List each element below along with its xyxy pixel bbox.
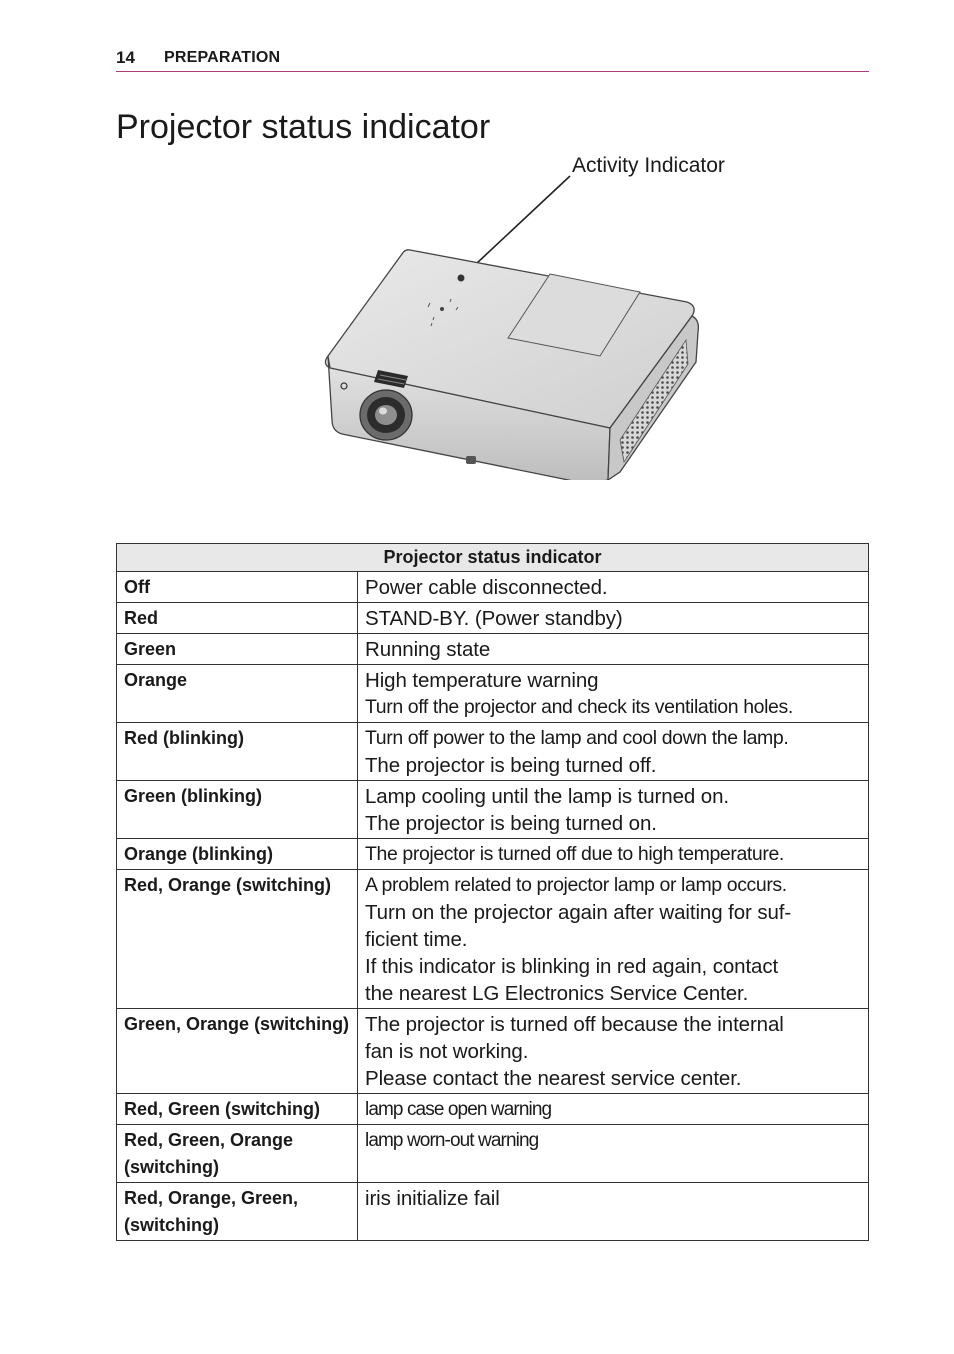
description-text: fan is not working. bbox=[365, 1040, 529, 1063]
description-cell bbox=[358, 665, 869, 723]
state-text: Green bbox=[124, 639, 177, 659]
table-row bbox=[117, 723, 869, 781]
state-cell bbox=[117, 1125, 358, 1183]
state-text: Orange (blinking) bbox=[124, 844, 274, 864]
state-cell bbox=[117, 1183, 358, 1241]
table-row bbox=[117, 1009, 869, 1094]
button-center-icon bbox=[440, 307, 444, 311]
page-header bbox=[116, 46, 869, 72]
description-text: lamp case open warning bbox=[365, 1099, 552, 1120]
state-cell bbox=[117, 603, 358, 634]
state-cell bbox=[117, 839, 358, 870]
description-cell bbox=[358, 1125, 869, 1183]
table-row bbox=[117, 603, 869, 634]
section-name: PREPARATION bbox=[164, 49, 281, 66]
page-title: Projector status indicator bbox=[116, 108, 491, 146]
table-row bbox=[117, 781, 869, 839]
description-text: Lamp cooling until the lamp is turned on. bbox=[365, 785, 729, 808]
state-cell bbox=[117, 723, 358, 781]
table-row bbox=[117, 839, 869, 870]
table-row bbox=[117, 1094, 869, 1125]
description-text: STAND-BY. (Power standby) bbox=[365, 607, 623, 630]
projector-illustration bbox=[320, 150, 760, 480]
description-cell bbox=[358, 781, 869, 839]
state-cell bbox=[117, 1009, 358, 1094]
description-text: ficient time. bbox=[365, 928, 468, 951]
state-text: Red, Green (switching) bbox=[124, 1099, 321, 1119]
description-text: lamp worn-out warning bbox=[365, 1130, 539, 1151]
state-text: (switching) bbox=[124, 1157, 219, 1177]
state-cell bbox=[117, 870, 358, 1009]
table-row bbox=[117, 870, 869, 1009]
description-cell bbox=[358, 572, 869, 603]
state-text: Orange bbox=[124, 670, 188, 690]
description-text: High temperature warning bbox=[365, 669, 599, 692]
state-cell bbox=[117, 781, 358, 839]
state-text: Red, Orange, Green, bbox=[124, 1188, 299, 1208]
state-text: Green (blinking) bbox=[124, 786, 263, 806]
description-text: If this indicator is blinking in red again, contact bbox=[365, 955, 779, 978]
state-text: Off bbox=[124, 577, 150, 597]
state-cell bbox=[117, 665, 358, 723]
description-text: the nearest LG Electronics Service Center. bbox=[365, 982, 749, 1005]
description-cell bbox=[358, 634, 869, 665]
state-text: Red, Green, Orange bbox=[124, 1130, 294, 1150]
state-text: (switching) bbox=[236, 875, 332, 895]
description-cell bbox=[358, 1183, 869, 1241]
page-number: 14 bbox=[116, 48, 135, 67]
table-row bbox=[117, 665, 869, 723]
description-text: iris initialize fail bbox=[365, 1187, 500, 1210]
description-cell bbox=[358, 603, 869, 634]
description-text: Running state bbox=[365, 638, 491, 661]
table-row bbox=[117, 634, 869, 665]
activity-indicator-icon bbox=[458, 275, 465, 282]
description-cell bbox=[358, 1009, 869, 1094]
description-text: The projector is being turned off. bbox=[365, 754, 657, 777]
state-text: (switching) bbox=[124, 1215, 219, 1235]
description-text: The projector is turned off because the internal bbox=[365, 1013, 784, 1036]
table-row bbox=[117, 1125, 869, 1183]
state-text: (switching) bbox=[254, 1014, 350, 1034]
table-heading: Projector status indicator bbox=[117, 544, 869, 572]
description-text: Turn off the projector and check its ventilation holes. bbox=[365, 696, 793, 718]
state-cell bbox=[117, 634, 358, 665]
table-row bbox=[117, 572, 869, 603]
state-cell bbox=[117, 572, 358, 603]
description-text: Turn on the projector again after waiting for suf- bbox=[365, 901, 792, 924]
activity-indicator-callout: Activity Indicator bbox=[572, 154, 725, 177]
projector-foot bbox=[466, 456, 476, 464]
description-text: Turn off power to the lamp and cool down the lamp. bbox=[365, 727, 789, 749]
description-cell bbox=[358, 839, 869, 870]
description-text: Please contact the nearest service center. bbox=[365, 1067, 742, 1090]
status-indicator-table bbox=[116, 543, 869, 1241]
description-cell bbox=[358, 1094, 869, 1125]
state-text: Green, Orange bbox=[124, 1014, 250, 1034]
description-text: A problem related to projector lamp or lamp occurs. bbox=[365, 874, 787, 896]
description-cell bbox=[358, 723, 869, 781]
state-text: Red, Orange bbox=[124, 875, 232, 895]
description-cell bbox=[358, 870, 869, 1009]
state-text: Red (blinking) bbox=[124, 728, 244, 748]
table-row bbox=[117, 1183, 869, 1241]
state-cell bbox=[117, 1094, 358, 1125]
description-text: The projector is turned off due to high temperature. bbox=[365, 843, 784, 865]
description-text: The projector is being turned on. bbox=[365, 812, 657, 835]
state-text: Red bbox=[124, 608, 159, 628]
description-text: Power cable disconnected. bbox=[365, 576, 608, 599]
